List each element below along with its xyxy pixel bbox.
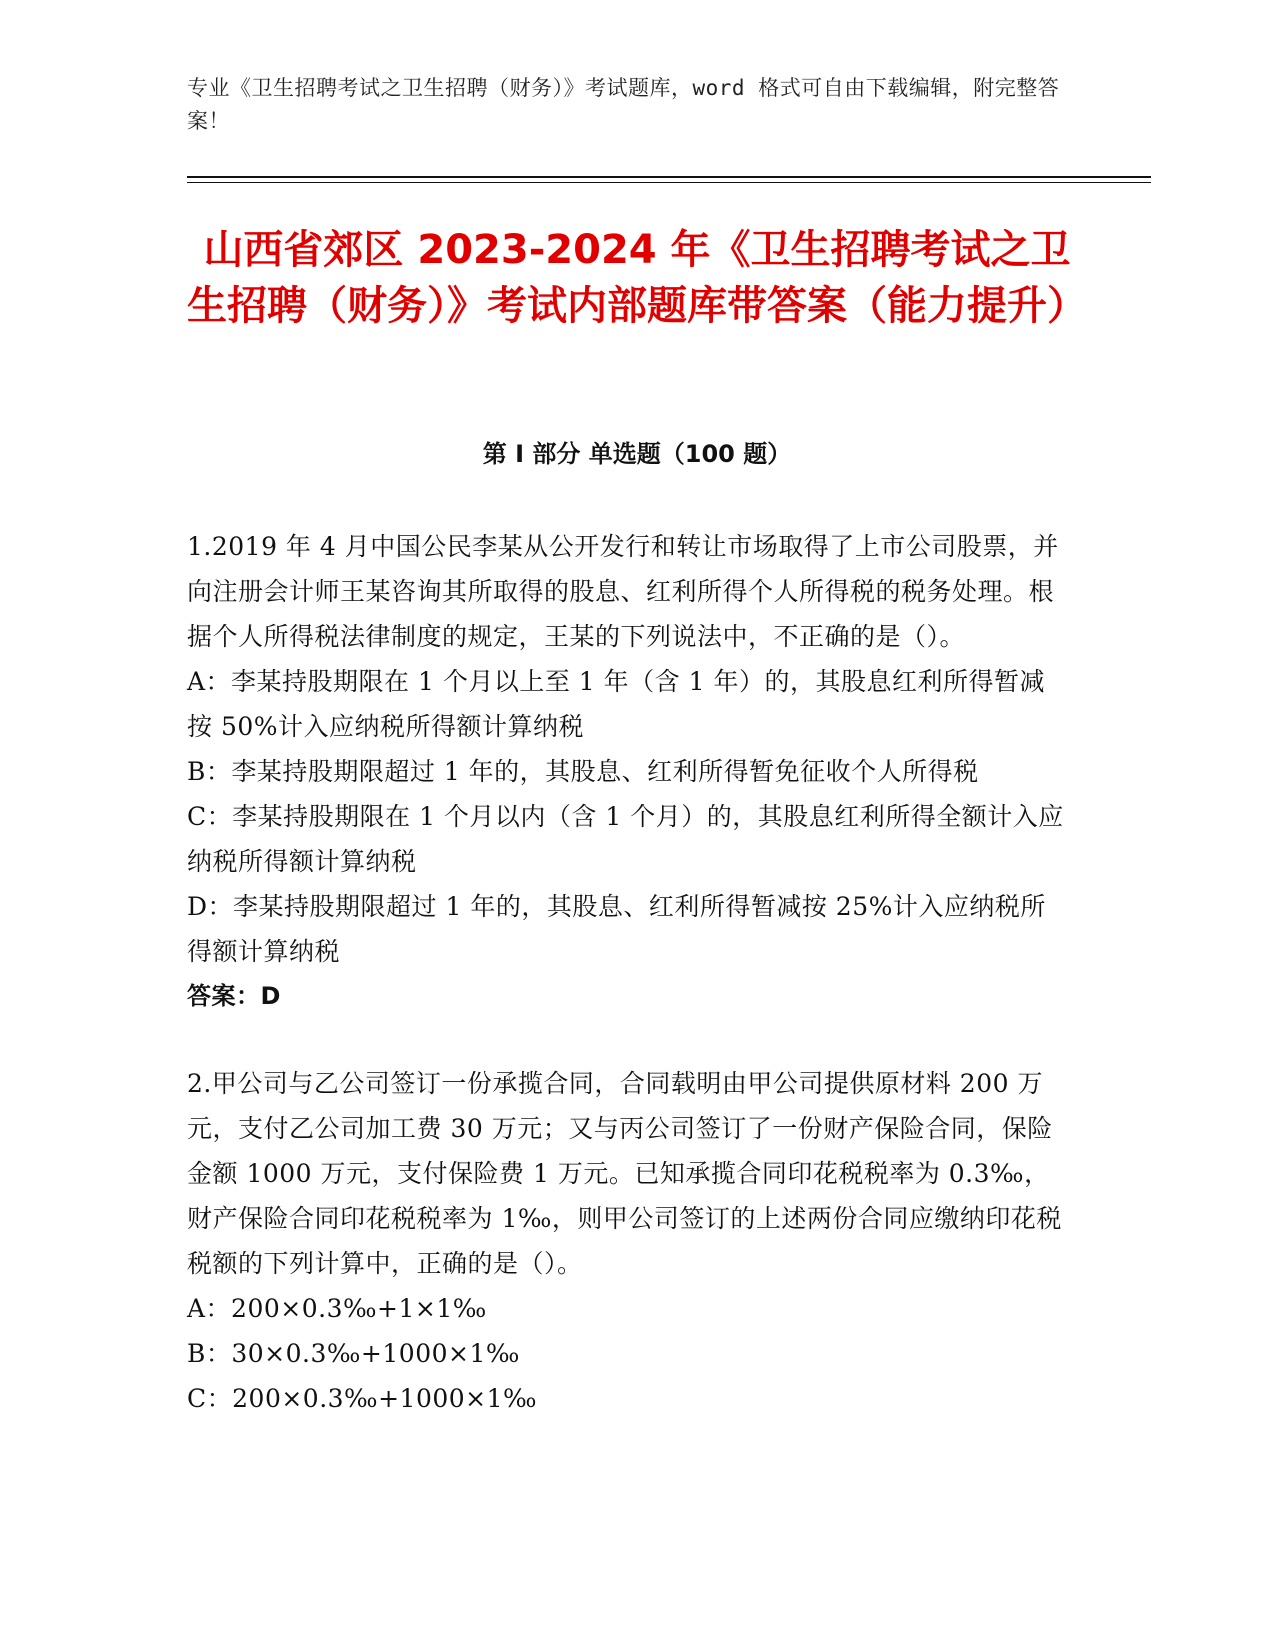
option-b: B：30×0.3‰+1000×1‰ [187, 1339, 520, 1368]
option-a: A：200×0.3‰+1×1‰ [187, 1294, 487, 1323]
section-title: 第 I 部分 单选题（100 题） [482, 440, 792, 468]
question-list [187, 524, 1067, 1463]
answer-line: 答案：D [187, 982, 281, 1010]
option-a: A：李某持股期限在 1 个月以上至 1 年（含 1 年）的，其股息红利所得暂减按 50%计入应纳税所得额计算纳税 [187, 667, 1045, 741]
option-d: D：李某持股期限超过 1 年的，其股息、红利所得暂减按 25%计入应纳税所得额计算纳税 [187, 892, 1046, 966]
option-c: C：李某持股期限在 1 个月以内（含 1 个月）的，其股息红利所得全额计入应纳税所得额计算纳税 [187, 802, 1064, 876]
option-c: C：200×0.3‰+1000×1‰ [187, 1384, 538, 1413]
header-divider-thin [187, 182, 1151, 183]
header-divider-thick [187, 176, 1151, 178]
header-note: 专业《卫生招聘考试之卫生招聘（财务）》考试题库，word 格式可自由下载编辑，附完整答案！ [187, 76, 1060, 133]
question-stem: 1.2019 年 4 月中国公民李某从公开发行和转让市场取得了上市公司股票，并向注册会计师王某咨询其所取得的股息、红利所得个人所得税的税务处理。根据个人所得税法律制度的规定，王某的下列说法中，不正确的是（）。 [187, 532, 1059, 651]
question-stem: 2.甲公司与乙公司签订一份承揽合同，合同载明由甲公司提供原材料 200 万元，支付乙公司加工费 30 万元；又与丙公司签订了一份财产保险合同，保险金额 1000 万元，支付保险费 1 万元。已知承揽合同印花税税率为 0.3‰，财产保险合同印花税税率为 1‰，则甲公司签订的上述两份合同应缴纳印花税税额的下列计算中，正确的是（）。 [187, 1069, 1062, 1278]
question-2 [187, 1061, 1067, 1421]
question-1 [187, 524, 1067, 1019]
document-title: 山西省郊区 2023-2024 年《卫生招聘考试之卫生招聘（财务）》考试内部题库带答案（能力提升） [187, 227, 1087, 329]
option-b: B：李某持股期限超过 1 年的，其股息、红利所得暂免征收个人所得税 [187, 757, 979, 786]
